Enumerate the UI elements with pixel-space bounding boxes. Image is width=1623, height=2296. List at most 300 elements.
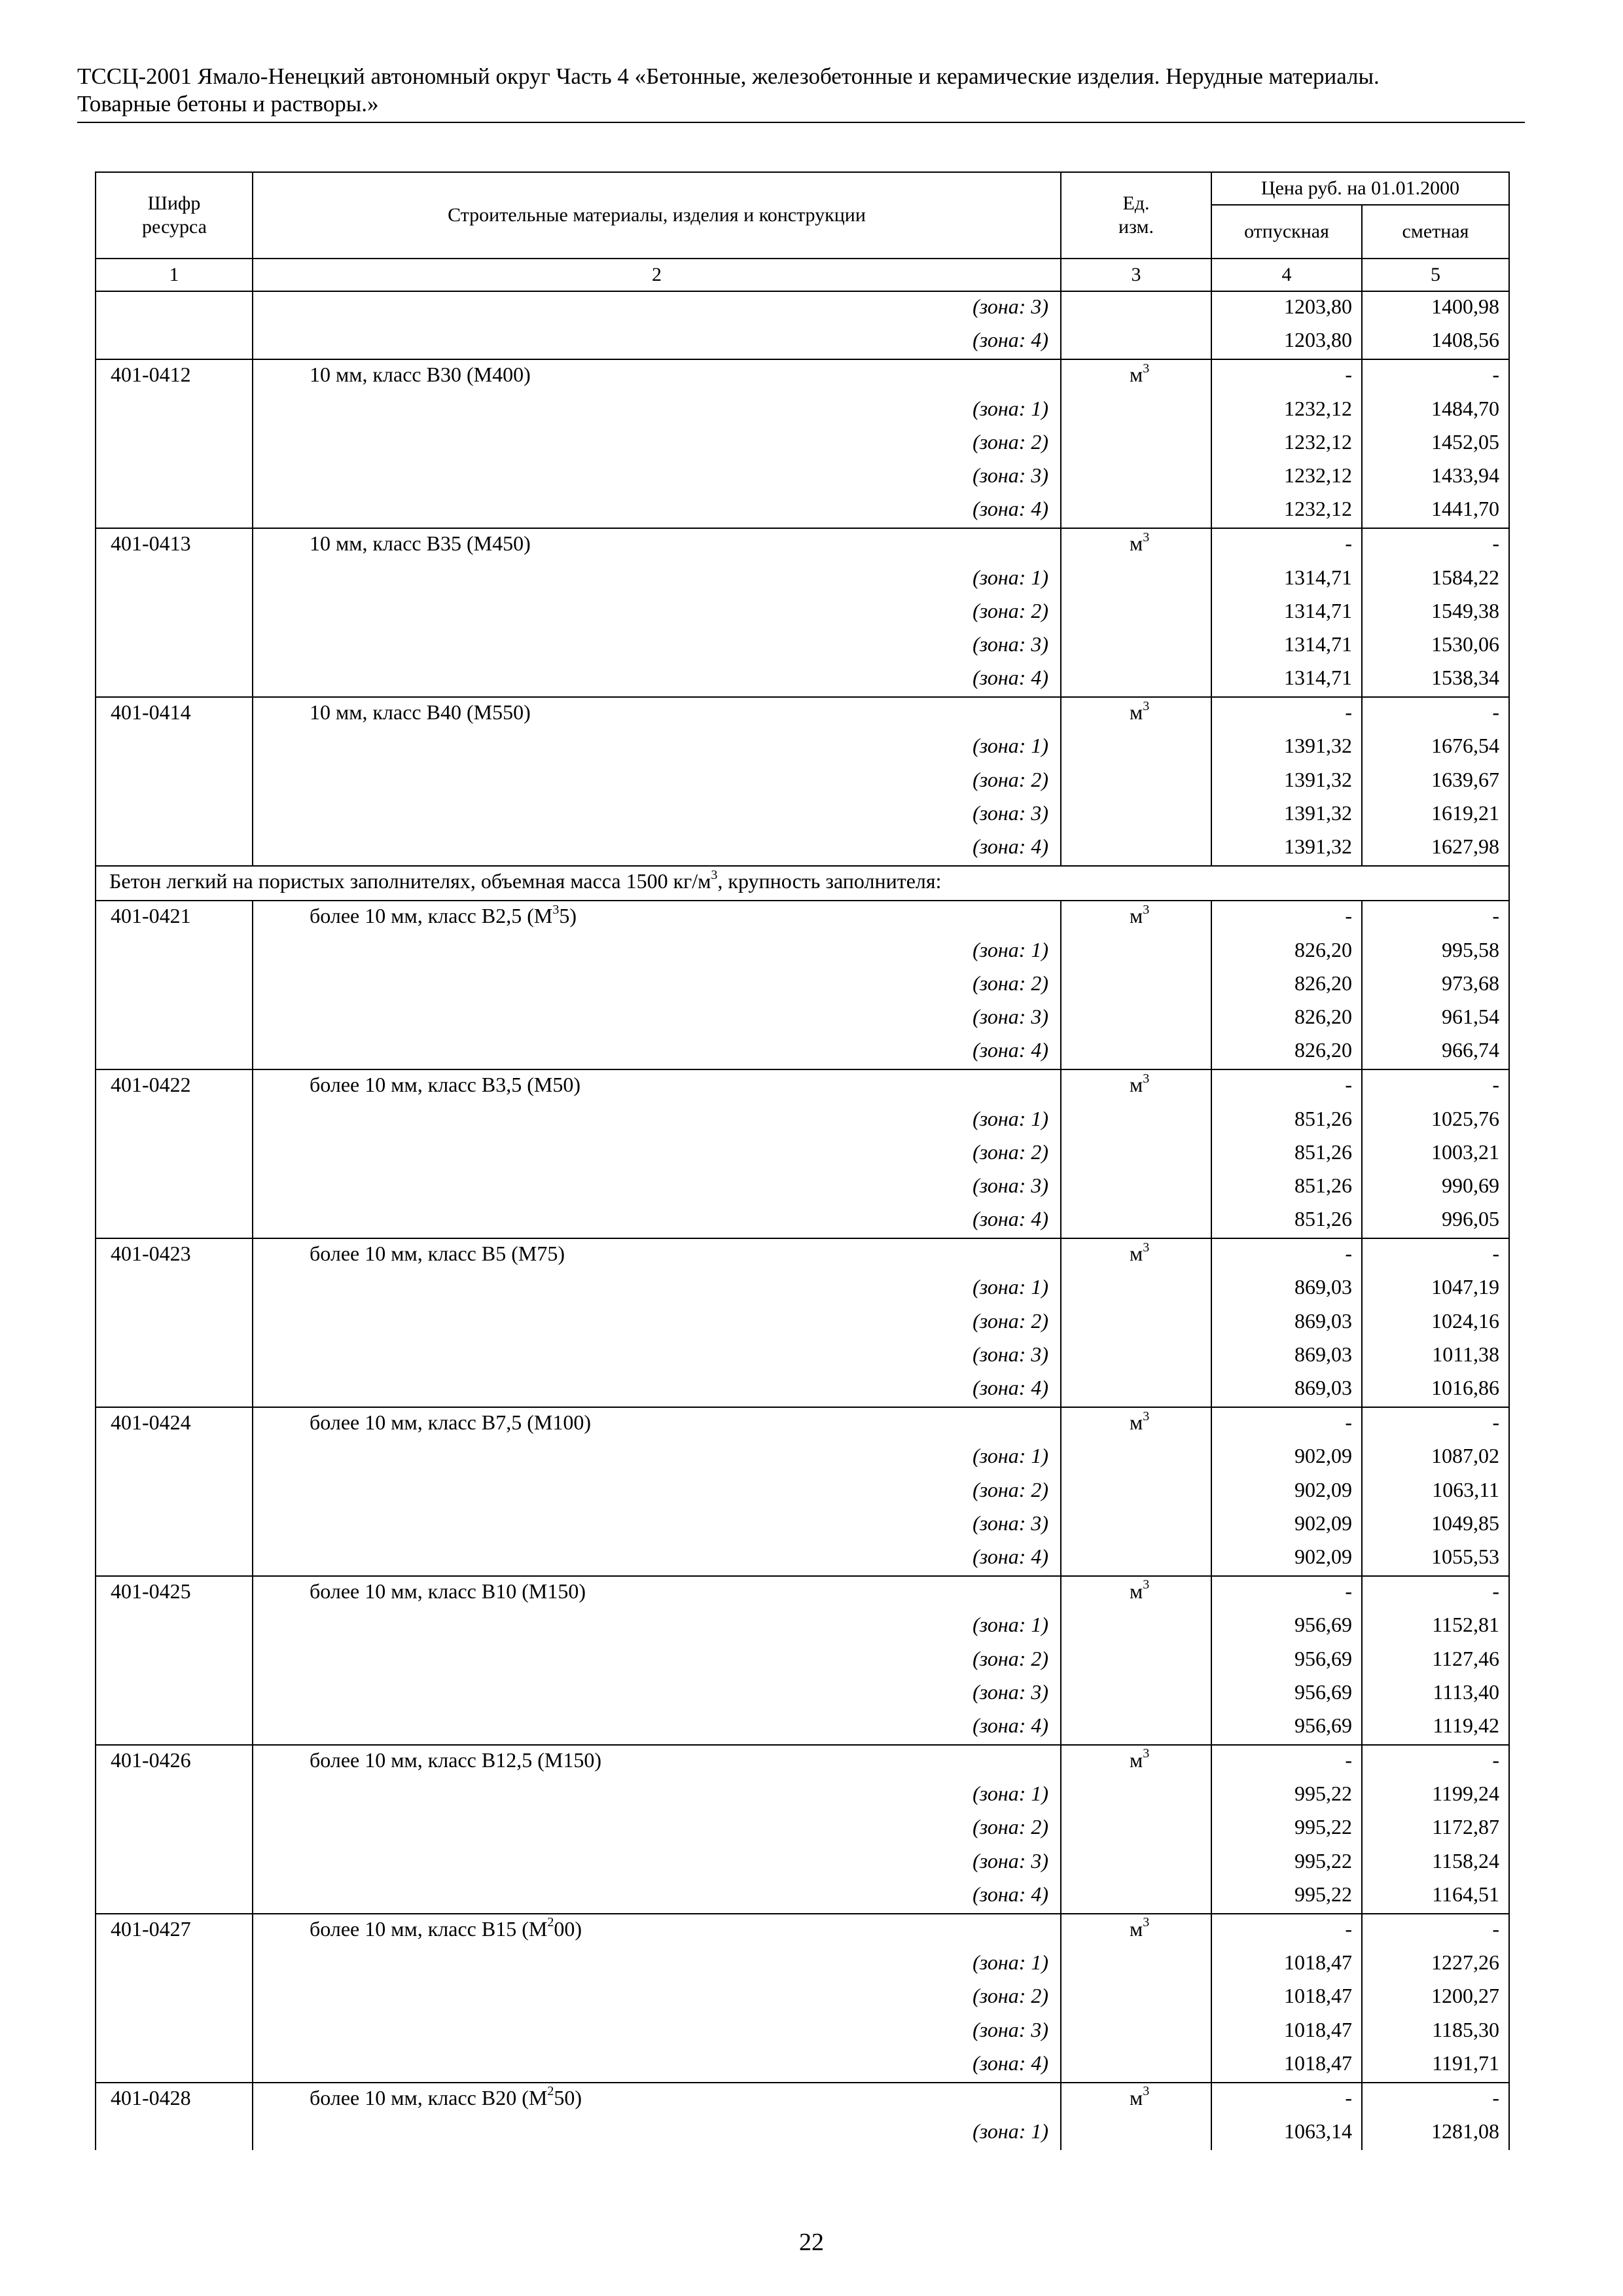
estimate-price: - xyxy=(1362,901,1509,935)
zone-label: (зона: 3) xyxy=(253,630,1061,663)
unit-cell xyxy=(1061,2015,1211,2049)
zone-row xyxy=(96,1373,1509,1407)
zone-row xyxy=(96,1104,1509,1138)
estimate-price: 1441,70 xyxy=(1362,494,1509,528)
code-cell xyxy=(96,798,253,832)
estimate-price: 1063,11 xyxy=(1362,1475,1509,1509)
zone-label: (зона: 1) xyxy=(253,1779,1061,1812)
material-name-text: более 10 мм, класс В20 (М xyxy=(310,2085,548,2109)
release-price: 869,03 xyxy=(1211,1373,1362,1407)
estimate-price: 1281,08 xyxy=(1362,2117,1509,2150)
estimate-price: 1227,26 xyxy=(1362,1948,1509,1981)
zone-label: (зона: 2) xyxy=(253,596,1061,630)
code-cell xyxy=(96,1610,253,1643)
table-row xyxy=(96,1914,1509,1948)
unit-of-measure xyxy=(1061,2083,1211,2117)
zone-row xyxy=(96,2049,1509,2083)
code-cell xyxy=(96,1880,253,1914)
unit-superscript: 3 xyxy=(1143,1915,1150,1930)
group-heading-superscript: 3 xyxy=(711,867,718,882)
estimate-price: 1408,56 xyxy=(1362,325,1509,359)
unit-base: м xyxy=(1130,1242,1143,1266)
release-price: 1232,12 xyxy=(1211,461,1362,494)
table-row xyxy=(96,1576,1509,1610)
unit-of-measure xyxy=(1061,1407,1211,1441)
release-price: 1018,47 xyxy=(1211,1981,1362,2015)
col-header-name: Строительные материалы, изделия и конструкции xyxy=(253,172,1061,259)
zone-row xyxy=(96,832,1509,866)
estimate-price: 1639,67 xyxy=(1362,765,1509,798)
estimate-price: 1172,87 xyxy=(1362,1812,1509,1846)
zone-label: (зона: 1) xyxy=(253,1610,1061,1643)
release-price: 956,69 xyxy=(1211,1610,1362,1643)
code-cell xyxy=(96,1779,253,1812)
code-cell xyxy=(96,394,253,427)
unit-cell xyxy=(1061,1373,1211,1407)
release-price: - xyxy=(1211,697,1362,731)
estimate-price: 1011,38 xyxy=(1362,1340,1509,1373)
material-name: более 10 мм, класс В3,5 (М50) xyxy=(253,1069,1061,1103)
estimate-price: 1024,16 xyxy=(1362,1306,1509,1340)
code-cell xyxy=(96,427,253,461)
code-cell xyxy=(96,731,253,764)
unit-cell xyxy=(1061,1272,1211,1306)
header-line-1: ТССЦ-2001 Ямало-Ненецкий автономный округ Часть 4 «Бетонные, железобетонные и керамические изделия. Нерудные материалы. xyxy=(77,63,1380,89)
code-cell xyxy=(96,1441,253,1475)
zone-label: (зона: 2) xyxy=(253,1812,1061,1846)
code-cell xyxy=(96,969,253,1002)
zone-row xyxy=(96,596,1509,630)
zone-row xyxy=(96,765,1509,798)
release-price: 1232,12 xyxy=(1211,494,1362,528)
unit-base: м xyxy=(1130,2085,1143,2109)
material-name-superscript: 2 xyxy=(547,2084,554,2099)
unit-cell xyxy=(1061,832,1211,866)
unit-superscript: 3 xyxy=(1143,2084,1150,2099)
release-price: 851,26 xyxy=(1211,1138,1362,1171)
estimate-price: 1164,51 xyxy=(1362,1880,1509,1914)
unit-of-measure xyxy=(1061,1745,1211,1779)
unit-cell xyxy=(1061,798,1211,832)
zone-row xyxy=(96,1171,1509,1204)
release-price: 1232,12 xyxy=(1211,394,1362,427)
estimate-price: - xyxy=(1362,528,1509,562)
code-cell xyxy=(96,1373,253,1407)
resource-code: 401-0427 xyxy=(96,1914,253,1948)
zone-label: (зона: 4) xyxy=(253,1880,1061,1914)
material-name xyxy=(253,1914,1061,1948)
unit-base: м xyxy=(1130,1073,1143,1097)
zone-label: (зона: 1) xyxy=(253,731,1061,764)
material-name-text: более 10 мм, класс В2,5 (М xyxy=(310,904,553,928)
unit-superscript: 3 xyxy=(1143,1071,1150,1086)
estimate-price: 1049,85 xyxy=(1362,1509,1509,1542)
document-header xyxy=(77,63,1525,118)
material-name: 10 мм, класс В30 (М400) xyxy=(253,359,1061,393)
zone-row xyxy=(96,1711,1509,1745)
unit-cell xyxy=(1061,1542,1211,1576)
code-cell xyxy=(96,1340,253,1373)
resource-code: 401-0414 xyxy=(96,697,253,731)
unit-cell xyxy=(1061,1441,1211,1475)
table-row xyxy=(96,1407,1509,1441)
resource-code: 401-0424 xyxy=(96,1407,253,1441)
unit-superscript: 3 xyxy=(1143,698,1150,713)
zone-label: (зона: 1) xyxy=(253,1948,1061,1981)
unit-cell xyxy=(1061,1610,1211,1643)
price-table-container xyxy=(95,171,1508,2150)
code-cell xyxy=(96,563,253,596)
release-price: 1232,12 xyxy=(1211,427,1362,461)
release-price: 956,69 xyxy=(1211,1677,1362,1711)
code-cell xyxy=(96,2049,253,2083)
release-price: 826,20 xyxy=(1211,935,1362,969)
col-number-5: 5 xyxy=(1362,259,1509,291)
material-name-superscript: 3 xyxy=(552,902,560,917)
zone-label: (зона: 3) xyxy=(253,1340,1061,1373)
unit-base: м xyxy=(1130,904,1143,928)
unit-base: м xyxy=(1130,1579,1143,1604)
estimate-price: 990,69 xyxy=(1362,1171,1509,1204)
unit-cell xyxy=(1061,1340,1211,1373)
material-name-text: более 10 мм, класс В15 (М xyxy=(310,1917,548,1941)
zone-row xyxy=(96,1002,1509,1035)
unit-superscript: 3 xyxy=(1143,1240,1150,1255)
zone-label: (зона: 4) xyxy=(253,832,1061,866)
material-name: более 10 мм, класс В10 (М150) xyxy=(253,1576,1061,1610)
code-cell xyxy=(96,461,253,494)
group-heading-text-end: , крупность заполнителя: xyxy=(717,869,942,893)
release-price: 956,69 xyxy=(1211,1711,1362,1745)
code-cell xyxy=(96,1035,253,1069)
resource-code: 401-0425 xyxy=(96,1576,253,1610)
table-row xyxy=(96,697,1509,731)
release-price: - xyxy=(1211,901,1362,935)
zone-label: (зона: 3) xyxy=(253,1171,1061,1204)
release-price: - xyxy=(1211,1069,1362,1103)
zone-label: (зона: 3) xyxy=(253,2015,1061,2049)
code-cell xyxy=(96,1711,253,1745)
unit-cell xyxy=(1061,1948,1211,1981)
unit-cell xyxy=(1061,563,1211,596)
release-price: 902,09 xyxy=(1211,1542,1362,1576)
release-price: 995,22 xyxy=(1211,1880,1362,1914)
zone-row xyxy=(96,1846,1509,1880)
unit-cell xyxy=(1061,1204,1211,1238)
zone-row xyxy=(96,1204,1509,1238)
release-price: - xyxy=(1211,1576,1362,1610)
header-rule xyxy=(77,122,1525,123)
material-name: более 10 мм, класс В12,5 (М150) xyxy=(253,1745,1061,1779)
estimate-price: - xyxy=(1362,1745,1509,1779)
zone-row xyxy=(96,1035,1509,1069)
zone-label: (зона: 1) xyxy=(253,1441,1061,1475)
table-body xyxy=(96,291,1509,2150)
code-cell xyxy=(96,832,253,866)
unit-cell xyxy=(1061,427,1211,461)
estimate-price: 1158,24 xyxy=(1362,1846,1509,1880)
unit-cell xyxy=(1061,1677,1211,1711)
unit-cell xyxy=(1061,291,1211,325)
group-heading xyxy=(96,866,1509,901)
code-cell xyxy=(96,1306,253,1340)
material-name xyxy=(253,2083,1061,2117)
code-cell xyxy=(96,2117,253,2150)
release-price: 956,69 xyxy=(1211,1644,1362,1677)
unit-of-measure xyxy=(1061,1238,1211,1272)
zone-row xyxy=(96,1138,1509,1171)
code-cell xyxy=(96,1104,253,1138)
material-name: 10 мм, класс В40 (М550) xyxy=(253,697,1061,731)
release-price: 1391,32 xyxy=(1211,798,1362,832)
code-cell xyxy=(96,1272,253,1306)
release-price: 1063,14 xyxy=(1211,2117,1362,2150)
zone-label: (зона: 2) xyxy=(253,1475,1061,1509)
material-name-text-end: 50) xyxy=(554,2085,582,2109)
unit-base: м xyxy=(1130,700,1143,725)
estimate-price: 1127,46 xyxy=(1362,1644,1509,1677)
estimate-price: - xyxy=(1362,1069,1509,1103)
code-cell xyxy=(96,1542,253,1576)
estimate-price: 1119,42 xyxy=(1362,1711,1509,1745)
release-price: - xyxy=(1211,359,1362,393)
unit-cell xyxy=(1061,461,1211,494)
unit-cell xyxy=(1061,663,1211,697)
table-row xyxy=(96,1238,1509,1272)
unit-superscript: 3 xyxy=(1143,529,1150,545)
unit-superscript: 3 xyxy=(1143,1577,1150,1592)
estimate-price: 1584,22 xyxy=(1362,563,1509,596)
zone-label: (зона: 4) xyxy=(253,2049,1061,2083)
zone-label: (зона: 4) xyxy=(253,1373,1061,1407)
unit-cell xyxy=(1061,2049,1211,2083)
release-price: 869,03 xyxy=(1211,1340,1362,1373)
table-row xyxy=(96,1745,1509,1779)
zone-row xyxy=(96,1610,1509,1643)
zone-label: (зона: 4) xyxy=(253,663,1061,697)
col-number-4: 4 xyxy=(1211,259,1362,291)
zone-label: (зона: 4) xyxy=(253,1035,1061,1069)
estimate-price: - xyxy=(1362,697,1509,731)
resource-code: 401-0421 xyxy=(96,901,253,935)
zone-label: (зона: 4) xyxy=(253,1204,1061,1238)
release-price: 826,20 xyxy=(1211,969,1362,1002)
unit-cell xyxy=(1061,1475,1211,1509)
release-price: 1018,47 xyxy=(1211,2015,1362,2049)
estimate-price: 995,58 xyxy=(1362,935,1509,969)
table-row xyxy=(96,2083,1509,2117)
code-cell xyxy=(96,1002,253,1035)
zone-label: (зона: 4) xyxy=(253,1711,1061,1745)
release-price: - xyxy=(1211,1238,1362,1272)
unit-cell xyxy=(1061,1035,1211,1069)
code-cell xyxy=(96,1138,253,1171)
unit-cell xyxy=(1061,1002,1211,1035)
unit-cell xyxy=(1061,2117,1211,2150)
resource-code: 401-0413 xyxy=(96,528,253,562)
unit-cell xyxy=(1061,1846,1211,1880)
unit-cell xyxy=(1061,630,1211,663)
code-cell xyxy=(96,1677,253,1711)
release-price: 995,22 xyxy=(1211,1779,1362,1812)
unit-cell xyxy=(1061,1171,1211,1204)
unit-cell xyxy=(1061,731,1211,764)
zone-label: (зона: 1) xyxy=(253,2117,1061,2150)
zone-label: (зона: 2) xyxy=(253,1981,1061,2015)
estimate-price: - xyxy=(1362,359,1509,393)
estimate-price: 1484,70 xyxy=(1362,394,1509,427)
estimate-price: 966,74 xyxy=(1362,1035,1509,1069)
resource-code: 401-0426 xyxy=(96,1745,253,1779)
group-heading-row xyxy=(96,866,1509,901)
zone-label: (зона: 3) xyxy=(253,1846,1061,1880)
zone-label: (зона: 1) xyxy=(253,563,1061,596)
estimate-price: 1538,34 xyxy=(1362,663,1509,697)
estimate-price: 1676,54 xyxy=(1362,731,1509,764)
group-heading-text: Бетон легкий на пористых заполнителях, объемная масса 1500 кг/м xyxy=(109,869,711,893)
code-cell xyxy=(96,494,253,528)
code-cell xyxy=(96,2015,253,2049)
code-cell xyxy=(96,325,253,359)
zone-row xyxy=(96,1880,1509,1914)
material-name: более 10 мм, класс В5 (М75) xyxy=(253,1238,1061,1272)
estimate-price: 961,54 xyxy=(1362,1002,1509,1035)
zone-label: (зона: 1) xyxy=(253,394,1061,427)
unit-of-measure xyxy=(1061,1914,1211,1948)
estimate-price: 1627,98 xyxy=(1362,832,1509,866)
unit-cell xyxy=(1061,1779,1211,1812)
code-cell xyxy=(96,596,253,630)
release-price: - xyxy=(1211,1745,1362,1779)
zone-label: (зона: 3) xyxy=(253,1677,1061,1711)
release-price: 1018,47 xyxy=(1211,1948,1362,1981)
estimate-price: - xyxy=(1362,1407,1509,1441)
release-price: 1391,32 xyxy=(1211,765,1362,798)
estimate-price: - xyxy=(1362,2083,1509,2117)
header-line-2: Товарные бетоны и растворы.» xyxy=(77,91,379,117)
table-row xyxy=(96,901,1509,935)
code-cell xyxy=(96,1475,253,1509)
estimate-price: 1003,21 xyxy=(1362,1138,1509,1171)
zone-row xyxy=(96,1475,1509,1509)
estimate-price: 1087,02 xyxy=(1362,1441,1509,1475)
zone-row xyxy=(96,1779,1509,1812)
release-price: - xyxy=(1211,1407,1362,1441)
unit-of-measure xyxy=(1061,697,1211,731)
estimate-price: 1452,05 xyxy=(1362,427,1509,461)
carry-over-row xyxy=(96,291,1509,325)
release-price: 995,22 xyxy=(1211,1812,1362,1846)
zone-row xyxy=(96,1542,1509,1576)
zone-label: (зона: 3) xyxy=(253,1509,1061,1542)
material-name-text-end: 5) xyxy=(559,904,577,928)
release-price: 1391,32 xyxy=(1211,832,1362,866)
zone-row xyxy=(96,1509,1509,1542)
unit-cell xyxy=(1061,1104,1211,1138)
zone-row xyxy=(96,731,1509,764)
table-row xyxy=(96,359,1509,393)
release-price: 902,09 xyxy=(1211,1509,1362,1542)
zone-row xyxy=(96,563,1509,596)
zone-label: (зона: 4) xyxy=(253,325,1061,359)
zone-label: (зона: 4) xyxy=(253,494,1061,528)
carry-over-row xyxy=(96,325,1509,359)
code-cell xyxy=(96,630,253,663)
estimate-price: 1549,38 xyxy=(1362,596,1509,630)
unit-cell xyxy=(1061,1812,1211,1846)
release-price: 1314,71 xyxy=(1211,663,1362,697)
zone-row xyxy=(96,969,1509,1002)
zone-row xyxy=(96,1948,1509,1981)
unit-cell xyxy=(1061,1509,1211,1542)
zone-label: (зона: 2) xyxy=(253,1644,1061,1677)
col-header-price: Цена руб. на 01.01.2000 xyxy=(1211,172,1509,205)
unit-superscript: 3 xyxy=(1143,361,1150,376)
col-header-code: Шифр ресурса xyxy=(96,172,253,259)
estimate-price: 996,05 xyxy=(1362,1204,1509,1238)
code-cell xyxy=(96,1204,253,1238)
unit-cell xyxy=(1061,935,1211,969)
release-price: 869,03 xyxy=(1211,1272,1362,1306)
table-row xyxy=(96,1069,1509,1103)
zone-label: (зона: 2) xyxy=(253,1138,1061,1171)
estimate-price: 1619,21 xyxy=(1362,798,1509,832)
resource-code: 401-0428 xyxy=(96,2083,253,2117)
release-price: 869,03 xyxy=(1211,1306,1362,1340)
zone-row xyxy=(96,1644,1509,1677)
zone-label: (зона: 3) xyxy=(253,798,1061,832)
page-number: 22 xyxy=(799,2229,824,2256)
zone-label: (зона: 4) xyxy=(253,1542,1061,1576)
estimate-price: 1113,40 xyxy=(1362,1677,1509,1711)
unit-of-measure xyxy=(1061,359,1211,393)
unit-of-measure xyxy=(1061,1069,1211,1103)
release-price: - xyxy=(1211,2083,1362,2117)
unit-cell xyxy=(1061,325,1211,359)
unit-cell xyxy=(1061,1981,1211,2015)
zone-row xyxy=(96,494,1509,528)
code-cell xyxy=(96,1846,253,1880)
material-name xyxy=(253,901,1061,935)
release-price: 826,20 xyxy=(1211,1002,1362,1035)
col-header-estimate: сметная xyxy=(1362,205,1509,259)
estimate-price: 1185,30 xyxy=(1362,2015,1509,2049)
estimate-price: - xyxy=(1362,1914,1509,1948)
material-name: более 10 мм, класс В7,5 (М100) xyxy=(253,1407,1061,1441)
code-cell xyxy=(96,1509,253,1542)
estimate-price: 1200,27 xyxy=(1362,1981,1509,2015)
unit-superscript: 3 xyxy=(1143,1746,1150,1761)
table-row xyxy=(96,528,1509,562)
resource-code: 401-0422 xyxy=(96,1069,253,1103)
unit-cell xyxy=(1061,1306,1211,1340)
zone-row xyxy=(96,1812,1509,1846)
release-price: 1314,71 xyxy=(1211,596,1362,630)
unit-cell xyxy=(1061,1644,1211,1677)
release-price: 1391,32 xyxy=(1211,731,1362,764)
zone-row xyxy=(96,394,1509,427)
material-name-text-end: 00) xyxy=(554,1917,582,1941)
estimate-price: - xyxy=(1362,1238,1509,1272)
unit-cell xyxy=(1061,765,1211,798)
release-price: 1203,80 xyxy=(1211,291,1362,325)
code-cell xyxy=(96,663,253,697)
zone-label: (зона: 3) xyxy=(253,461,1061,494)
price-table xyxy=(95,171,1510,2150)
zone-label: (зона: 2) xyxy=(253,1306,1061,1340)
unit-cell xyxy=(1061,1711,1211,1745)
estimate-price: 1400,98 xyxy=(1362,291,1509,325)
